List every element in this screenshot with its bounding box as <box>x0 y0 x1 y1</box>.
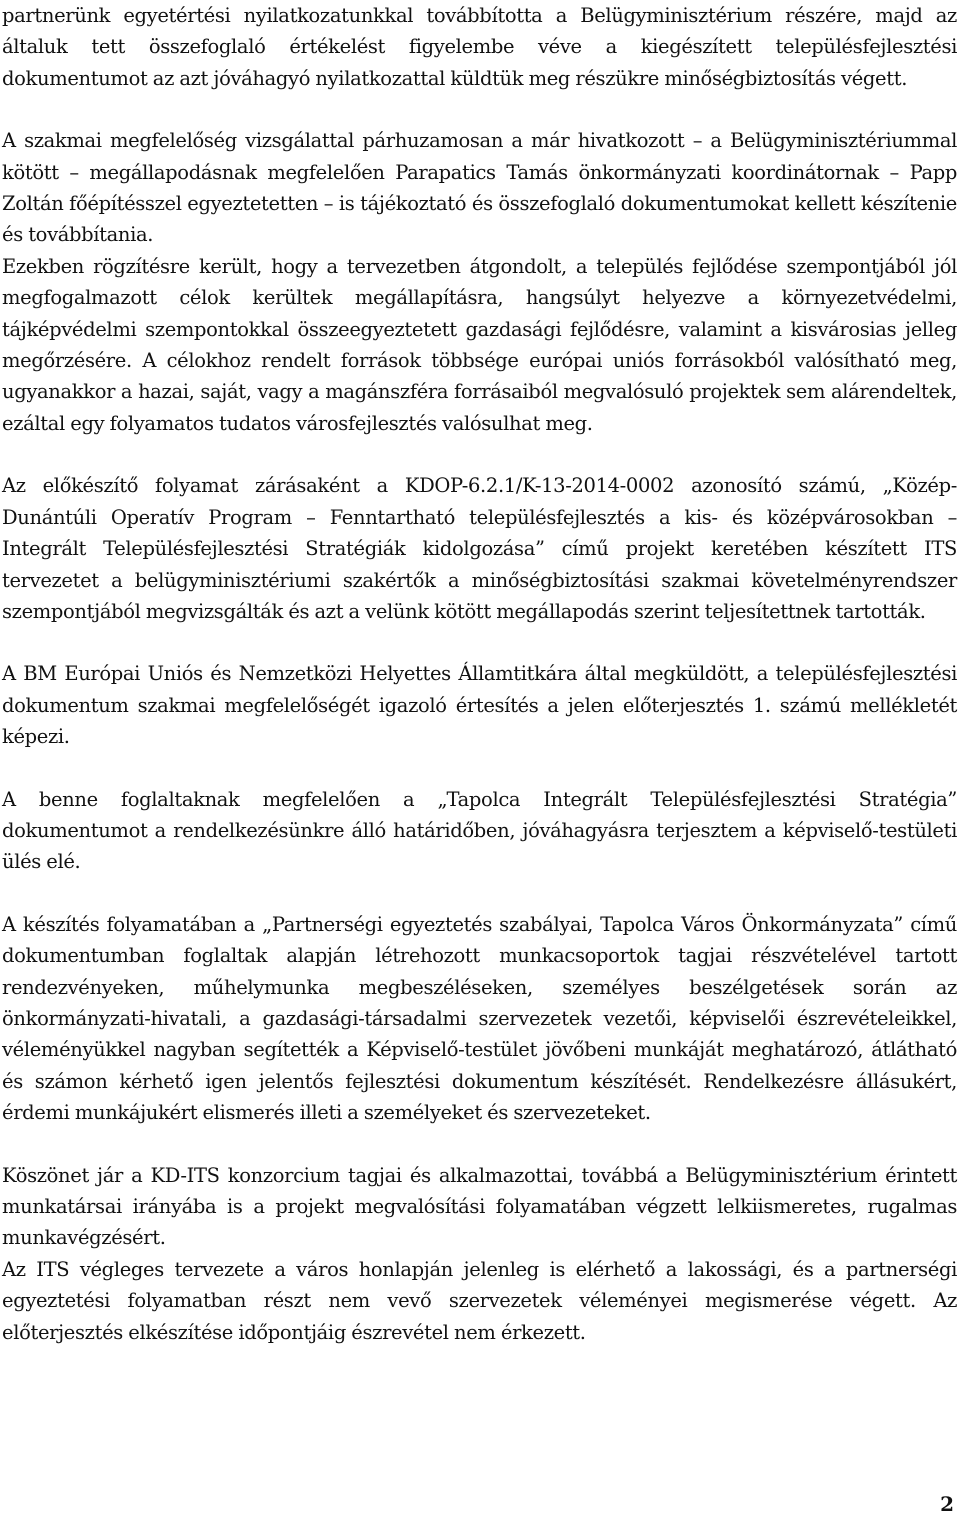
paragraph-recorded-goals: Ezekben rögzítésre került, hogy a tervezetben átgondolt, a település fejlődése szempontjából jól megfogalmazott célok kerültek megállapításra, hangsúlyt helyezve a környezetvédelmi, tájképvédelmi szempontokkal összeegyeztetett gazdasági fejlődésre, valamint a kisvárosias jelleg megőrzésére. A célokhoz rendelt források többsége európai uniós forrásokból valósítható meg, ugyanakkor a hazai, saját, vagy a magánszféra forrásaiból megvalósuló projektek sem alárendeltek, ezáltal egy folyamatos tudatos városfejlesztés valósulhat meg. <box>2 254 957 435</box>
paragraph-gap <box>2 94 957 125</box>
paragraph-its-availability: Az ITS végleges tervezete a város honlapján jelenleg is elérhető a lakossági, és a partnerségi egyeztetési folyamatban részt nem vevő szervezetek véleményei megismerése végett. Az előterjesztés elkészítése időpontjáig észrevétel nem érkezett. <box>2 1257 957 1344</box>
paragraph-gap <box>2 1129 957 1160</box>
paragraph-submission-for-approval: A benne foglaltaknak megfelelően a „Tapolca Integrált Településfejlesztési Stratégia” dokumentumot a rendelkezésünkre álló határidőben, jóváhagyásra terjesztem a képviselő-testületi ülés elé. <box>2 787 957 874</box>
paragraph-gap <box>2 878 957 909</box>
paragraph-partnership-process: A készítés folyamatában a „Partnerségi egyeztetés szabályai, Tapolca Város Önkormányzata” című dokumentumban foglaltak alapján létrehozott munkacsoportok tagjai részvételével tartott rendezvényeken, műhelymunka megbeszéléseken, személyes beszélgetések során az önkormányzati-hivatali, a gazdasági-társadalmi szervezetek vezetői, képviselői észrevételeikkel, véleményükkel nagyban segítették a Képviselő-testület jövőbeni munkáját meghatározó, átlátható és számon kérhető igen jelentős fejlesztési dokumentum készítését. Rendelkezésre állásukért, érdemi munkájukért elismerés illeti a személyeket és szervezeteket. <box>2 912 957 1125</box>
paragraph-gap <box>2 753 957 784</box>
paragraph-gap <box>2 627 957 658</box>
paragraph-partner-agreement: partnerünk egyetértési nyilatkozatunkkal továbbította a Belügyminisztérium részére, majd az általuk tett összefoglaló értékelést figyelembe véve a kiegészített településfejlesztési dokumentumot az azt jóváhagyó nyilatkozattal küldtük meg részükre minőségbiztosítás végett. <box>2 4 957 90</box>
paragraph-preparation-closing: Az előkészítő folyamat zárásaként a KDOP-6.2.1/K-13-2014-0002 azonosító számú, „Közép-Dunántúli Operatív Program – Fenntartható településfejlesztés a kis- és középvárosokban – Integrált Településfejlesztési Stratégiák kidolgozása” című projekt keretében készített ITS tervezetet a belügyminisztériumi szakértők a minőségbiztosítási szakmai követelményrendszer szempontjából megvizsgálták és azt a velünk kötött megállapodás szerint teljesítettnek tartották. <box>2 474 957 623</box>
page-number: 2 <box>940 1492 954 1516</box>
paragraph-bm-notification: A BM Európai Uniós és Nemzetközi Helyettes Államtitkára által megküldött, a településfejlesztési dokumentum szakmai megfelelőségét igazoló értesítés a jelen előterjesztés 1. számú mellékletét képezi. <box>2 662 957 749</box>
paragraph-gap <box>2 439 957 470</box>
paragraph-professional-compliance: A szakmai megfelelőség vizsgálattal párhuzamosan a már hivatkozott – a Belügyminisztériummal kötött – megállapodásnak megfelelően Parapatics Tamás önkormányzati koordinátornak – Papp Zoltán főépítésszel egyeztetetten – is tájékoztató és összefoglaló dokumentumokat kellett készítenie és továbbítania. <box>2 129 957 247</box>
document-page <box>2 0 957 1348</box>
paragraph-acknowledgements: Köszönet jár a KD-ITS konzorcium tagjai és alkalmazottai, továbbá a Belügyminisztérium érintett munkatársai irányába is a projekt megvalósítási folyamatában végzett lelkiismeretes, rugalmas munkavégzésért. <box>2 1163 957 1250</box>
